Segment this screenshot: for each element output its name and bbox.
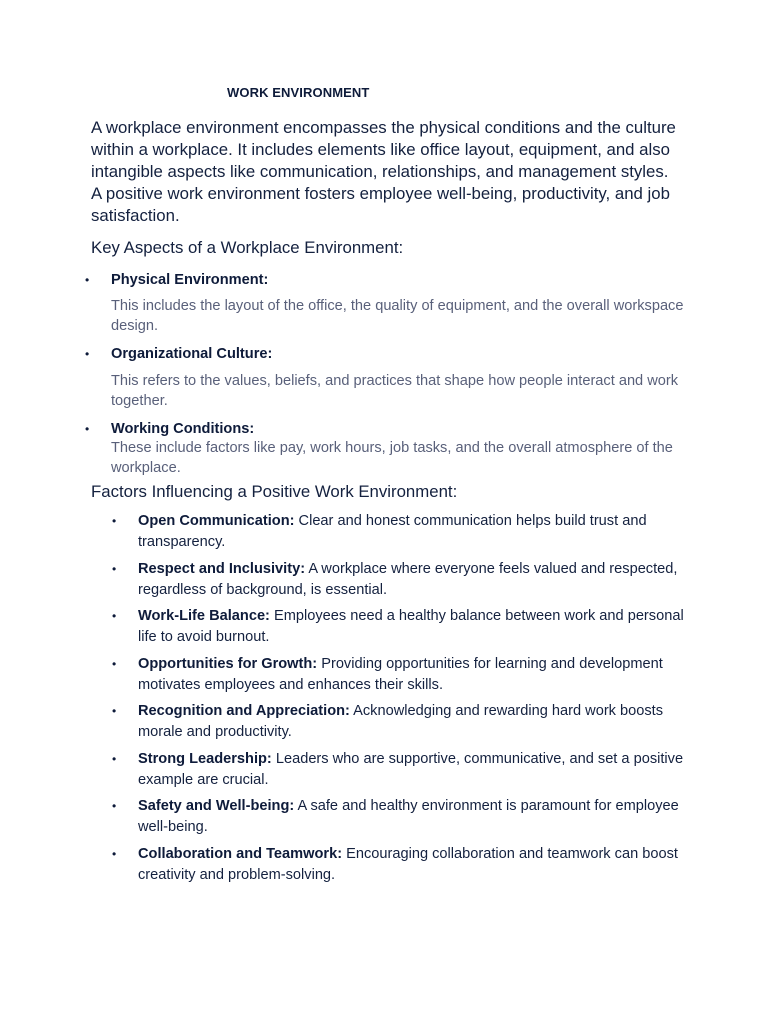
- factor-item: [112, 606, 692, 648]
- factor-name: Recognition and Appreciation:: [138, 703, 350, 719]
- key-aspects-heading: Key Aspects of a Workplace Environment:: [91, 238, 404, 257]
- bullet-icon: •: [85, 422, 90, 436]
- factor-item: [112, 511, 692, 553]
- document-title: WORK ENVIRONMENT: [227, 85, 370, 100]
- factor-text: Employees need a healthy balance between work and personal life to avoid burnout.: [138, 608, 684, 645]
- key-aspect-name: Physical Environment:: [111, 272, 269, 288]
- key-aspect-description: These include factors like pay, work hours, job tasks, and the overall atmosphere of the workplace.: [111, 440, 673, 476]
- factor-text: Acknowledging and rewarding hard work boosts morale and productivity.: [138, 703, 664, 740]
- factor-text: A safe and healthy environment is paramount for employee well-being.: [138, 798, 679, 835]
- key-aspect-description: This refers to the values, beliefs, and practices that shape how people interact and work together.: [111, 373, 679, 409]
- key-aspect-name: Organizational Culture:: [111, 346, 273, 362]
- factor-item: [112, 701, 692, 743]
- bullet-icon: •: [112, 704, 117, 718]
- bullet-icon: •: [112, 609, 117, 623]
- factor-item: [112, 654, 692, 696]
- bullet-icon: •: [85, 273, 90, 287]
- bullet-icon: •: [112, 561, 117, 576]
- factor-item: [112, 796, 692, 838]
- factor-text: Leaders who are supportive, communicative, and set a positive example are crucial.: [138, 750, 684, 788]
- bullet-icon: •: [112, 514, 117, 528]
- key-aspect-name: Working Conditions:: [111, 421, 255, 437]
- factor-item: [112, 844, 692, 886]
- factor-text: Encouraging collaboration and teamwork can boost creativity and problem-solving.: [138, 845, 678, 883]
- bullet-icon: •: [85, 347, 90, 361]
- factor-name: Work-Life Balance:: [138, 608, 270, 624]
- factor-item: [112, 559, 692, 601]
- factor-name: Opportunities for Growth:: [138, 655, 318, 672]
- factor-name: Respect and Inclusivity:: [138, 560, 306, 577]
- factor-name: Safety and Well-being:: [138, 798, 295, 814]
- factor-name: Open Communication:: [138, 513, 295, 529]
- key-aspect-description: This includes the layout of the office, the quality of equipment, and the overall workspace design.: [111, 298, 684, 334]
- factor-text: A workplace where everyone feels valued and respected, regardless of background, is essential.: [138, 560, 678, 598]
- factor-name: Collaboration and Teamwork:: [138, 845, 343, 862]
- factor-text: Clear and honest communication helps build trust and transparency.: [138, 513, 647, 550]
- factors-list: [112, 511, 692, 891]
- factor-name: Strong Leadership:: [138, 750, 272, 767]
- intro-paragraph: A workplace environment encompasses the physical conditions and the culture within a workplace. It includes elements like office layout, equipment, and also intangible aspects like communication, relationships, and management styles. A positive work environment fosters employee well-being, productivity, and job satisfaction.: [91, 118, 676, 225]
- factors-heading: Factors Influencing a Positive Work Environment:: [91, 482, 458, 501]
- bullet-icon: •: [112, 656, 117, 671]
- factor-text: Providing opportunities for learning and development motivates employees and enhances their skills.: [138, 655, 663, 693]
- bullet-icon: •: [112, 751, 117, 766]
- bullet-icon: •: [112, 846, 117, 861]
- factor-item: [112, 749, 692, 791]
- bullet-icon: •: [112, 799, 117, 813]
